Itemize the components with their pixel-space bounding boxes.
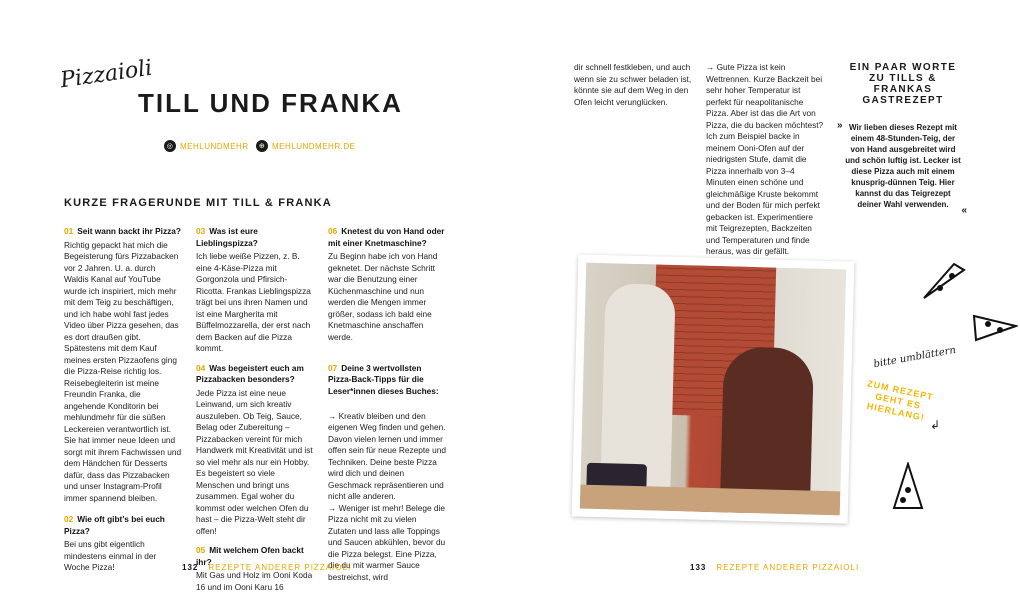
qa-item-03: 03 Was ist eure Lieblingspizza? Ich liebe weiße Pizzen, z. B. eine 4-Käse-Pizza mit Gorgonzola und Pfirsich-Ricotta. Frankas Lieblingspizza trägt bei uns ihren Namen und ist eine Margherita mit Büffelmozzarella, der erst nach dem Backen auf die Pizza kommt.	[196, 226, 311, 353]
pizza-slice-icon-3	[890, 462, 926, 512]
qa-item-04: 04 Was begeistert euch am Pizzabacken besonders? Jede Pizza ist eine neue Leinwand, um sich kreativ auszuleben. Ob Teig, Sauce, Belag oder Zubereitung – Pizzabacken vereint für mich Handwerk mit Kreativität und ist so viel mehr als nur ein Hobby. Es begeistert so viele Menschen und bringt uns zusammen. Egal woher du kommst oder welchen Ofen du hast – die Pizza-Welt steht dir offen!	[196, 362, 313, 536]
quote-close-icon: «	[961, 205, 967, 216]
page-title: TILL UND FRANKA	[138, 88, 403, 118]
left-footer	[182, 563, 351, 572]
qa-item-06: 06 Knetest du von Hand oder mit einer Knetmaschine? Zu Beginn habe ich von Hand geknetet. Der nächste Schritt war die Benutzung einer Küchenmaschine und nun werden die Mengen immer größer, sodass ich bald eine Knetmaschine anschaffen werde.	[328, 226, 445, 342]
person-franka	[720, 346, 814, 508]
script-note: bitte umblättern	[872, 344, 957, 371]
instagram-label: MEHLUNDMEHR	[180, 141, 249, 151]
instagram-icon: ◎	[164, 140, 176, 152]
social-instagram[interactable]	[164, 140, 249, 152]
qa-item-07: 07 Deine 3 wertvollsten Pizza-Back-Tipps für die Leser*innen dieses Buches: → Kreativ bleiben und den eigenen Weg finden und gehen. Davon vielen lernen und immer offen sein für neue Rezepte und Techniken. Deine beste Pizza wird dich und deinen Geschmack repräsentieren und nicht alle anderen. → Weniger ist mehr! Belege die Pizza nicht mit zu vielen Zutaten und lass alle Toppings und Saucen abkühlen, bevor du die Pizza belegst. Eine Pizza, die du mit warmer Sauce bestreichst, wird	[328, 362, 446, 582]
script-heading: Pizzaioli	[58, 55, 154, 94]
qa-column-1	[64, 226, 182, 582]
qa-item-05: 05 Mit welchem Ofen backt ihr? Mit Gas und Holz im Ooni Koda 16 und im Ooni Karu 16	[196, 545, 313, 592]
footer-label-right: REZEPTE ANDERER PIZZAIOLI	[716, 563, 860, 572]
guest-recipe-box	[837, 62, 967, 216]
right-footer	[690, 563, 859, 572]
qa-column-2	[196, 226, 314, 601]
guest-text: Wir lieben dieses Rezept mit einem 48-Stunden-Teig, der von Hand ausgebreitet wird und schön luftig ist. Lecker ist diese Pizza auch mit einem knusprig-dünnen Teig. Hier kannst du das Teigrezept deiner Wahl verwenden.	[845, 123, 961, 209]
right-col2-text: → Gute Pizza ist kein Wettrennen. Kurze Backzeit bei sehr hoher Temperatur ist perfekt für neapolitanische Pizza. Aber ist das die Art von Pizza, die du backen möchtest? Ich zum Beispiel backe in meinem Ooni-Ofen auf der niedrigsten Stufe, damit die Pizza innerhalb von 3–4 Minuten einen schöne und gleichmäßige Kruste bekommt und der Boden für mich perfekt gebacken ist. Experimentiere mit Teigrezepten, Backzeiten und Temperaturen und finde heraus, was dir gefällt.	[706, 62, 824, 256]
right-column-2	[706, 62, 824, 266]
globe-icon: ⊕	[256, 140, 268, 152]
footer-label-left: REZEPTE ANDERER PIZZAIOLI	[208, 563, 352, 572]
page-number-left: 132	[182, 563, 199, 572]
right-column-1	[574, 62, 692, 116]
right-col1-text: dir schnell festkleben, und auch wenn sie zu schwer beladen ist, könnte sie auf dem Weg in den Ofen leicht verunglücken.	[574, 62, 692, 107]
pizza-slice-icon-2	[972, 306, 1018, 344]
pizza-slice-icon	[920, 262, 968, 302]
website-label: MEHLUNDMEHR.DE	[272, 141, 356, 151]
social-website[interactable]	[256, 140, 355, 152]
arrow-icon: ↲	[930, 418, 941, 432]
section-heading: KURZE FRAGERUNDE MIT TILL & FRANKA	[64, 197, 332, 209]
photo-till-franka	[572, 254, 855, 523]
quote-open-icon: »	[837, 120, 843, 131]
page-number-right: 133	[690, 563, 707, 572]
yellow-note: ZUM REZEPT GEHT ES HIERLANG!	[865, 378, 935, 423]
qa-item-02: 02 Wie oft gibt's bei euch Pizza? Bei uns gibt eigentlich mindestens einmal in der Woche Pizza!	[64, 514, 165, 572]
qa-column-3	[328, 226, 446, 591]
guest-title: EIN PAAR WORTE ZU TILLS & FRANKAS GASTREZEPT	[849, 62, 957, 106]
qa-item-01: 01 Seit wann backt ihr Pizza? Richtig gepackt hat mich die Begeisterung fürs Pizzabacken vor 2 Jahren. U. a. durch Waldis Kanal auf YouTube wurde ich inspiriert, mich mehr mit dem Teig zu beschäftigen, und ich habe wohl fast jedes Video über Pizza gesehen, das es dort draußen gibt. Spätestens mit dem Kauf meines ersten Pizzaofens ging die Pizza-Reise richtig los. Reisebegleiterin ist meine Freundin Franka, die angehende Konditorin bei mehlundmehr für die süßen Leckereien verantwortlich ist. Sie hat immer neue Ideen und sorgt mit ihrem Fachwissen und dem Händchen für Desserts dafür, dass das Pizzabacken und unser Instagram-Profil immer spannend bleiben.	[64, 226, 182, 503]
